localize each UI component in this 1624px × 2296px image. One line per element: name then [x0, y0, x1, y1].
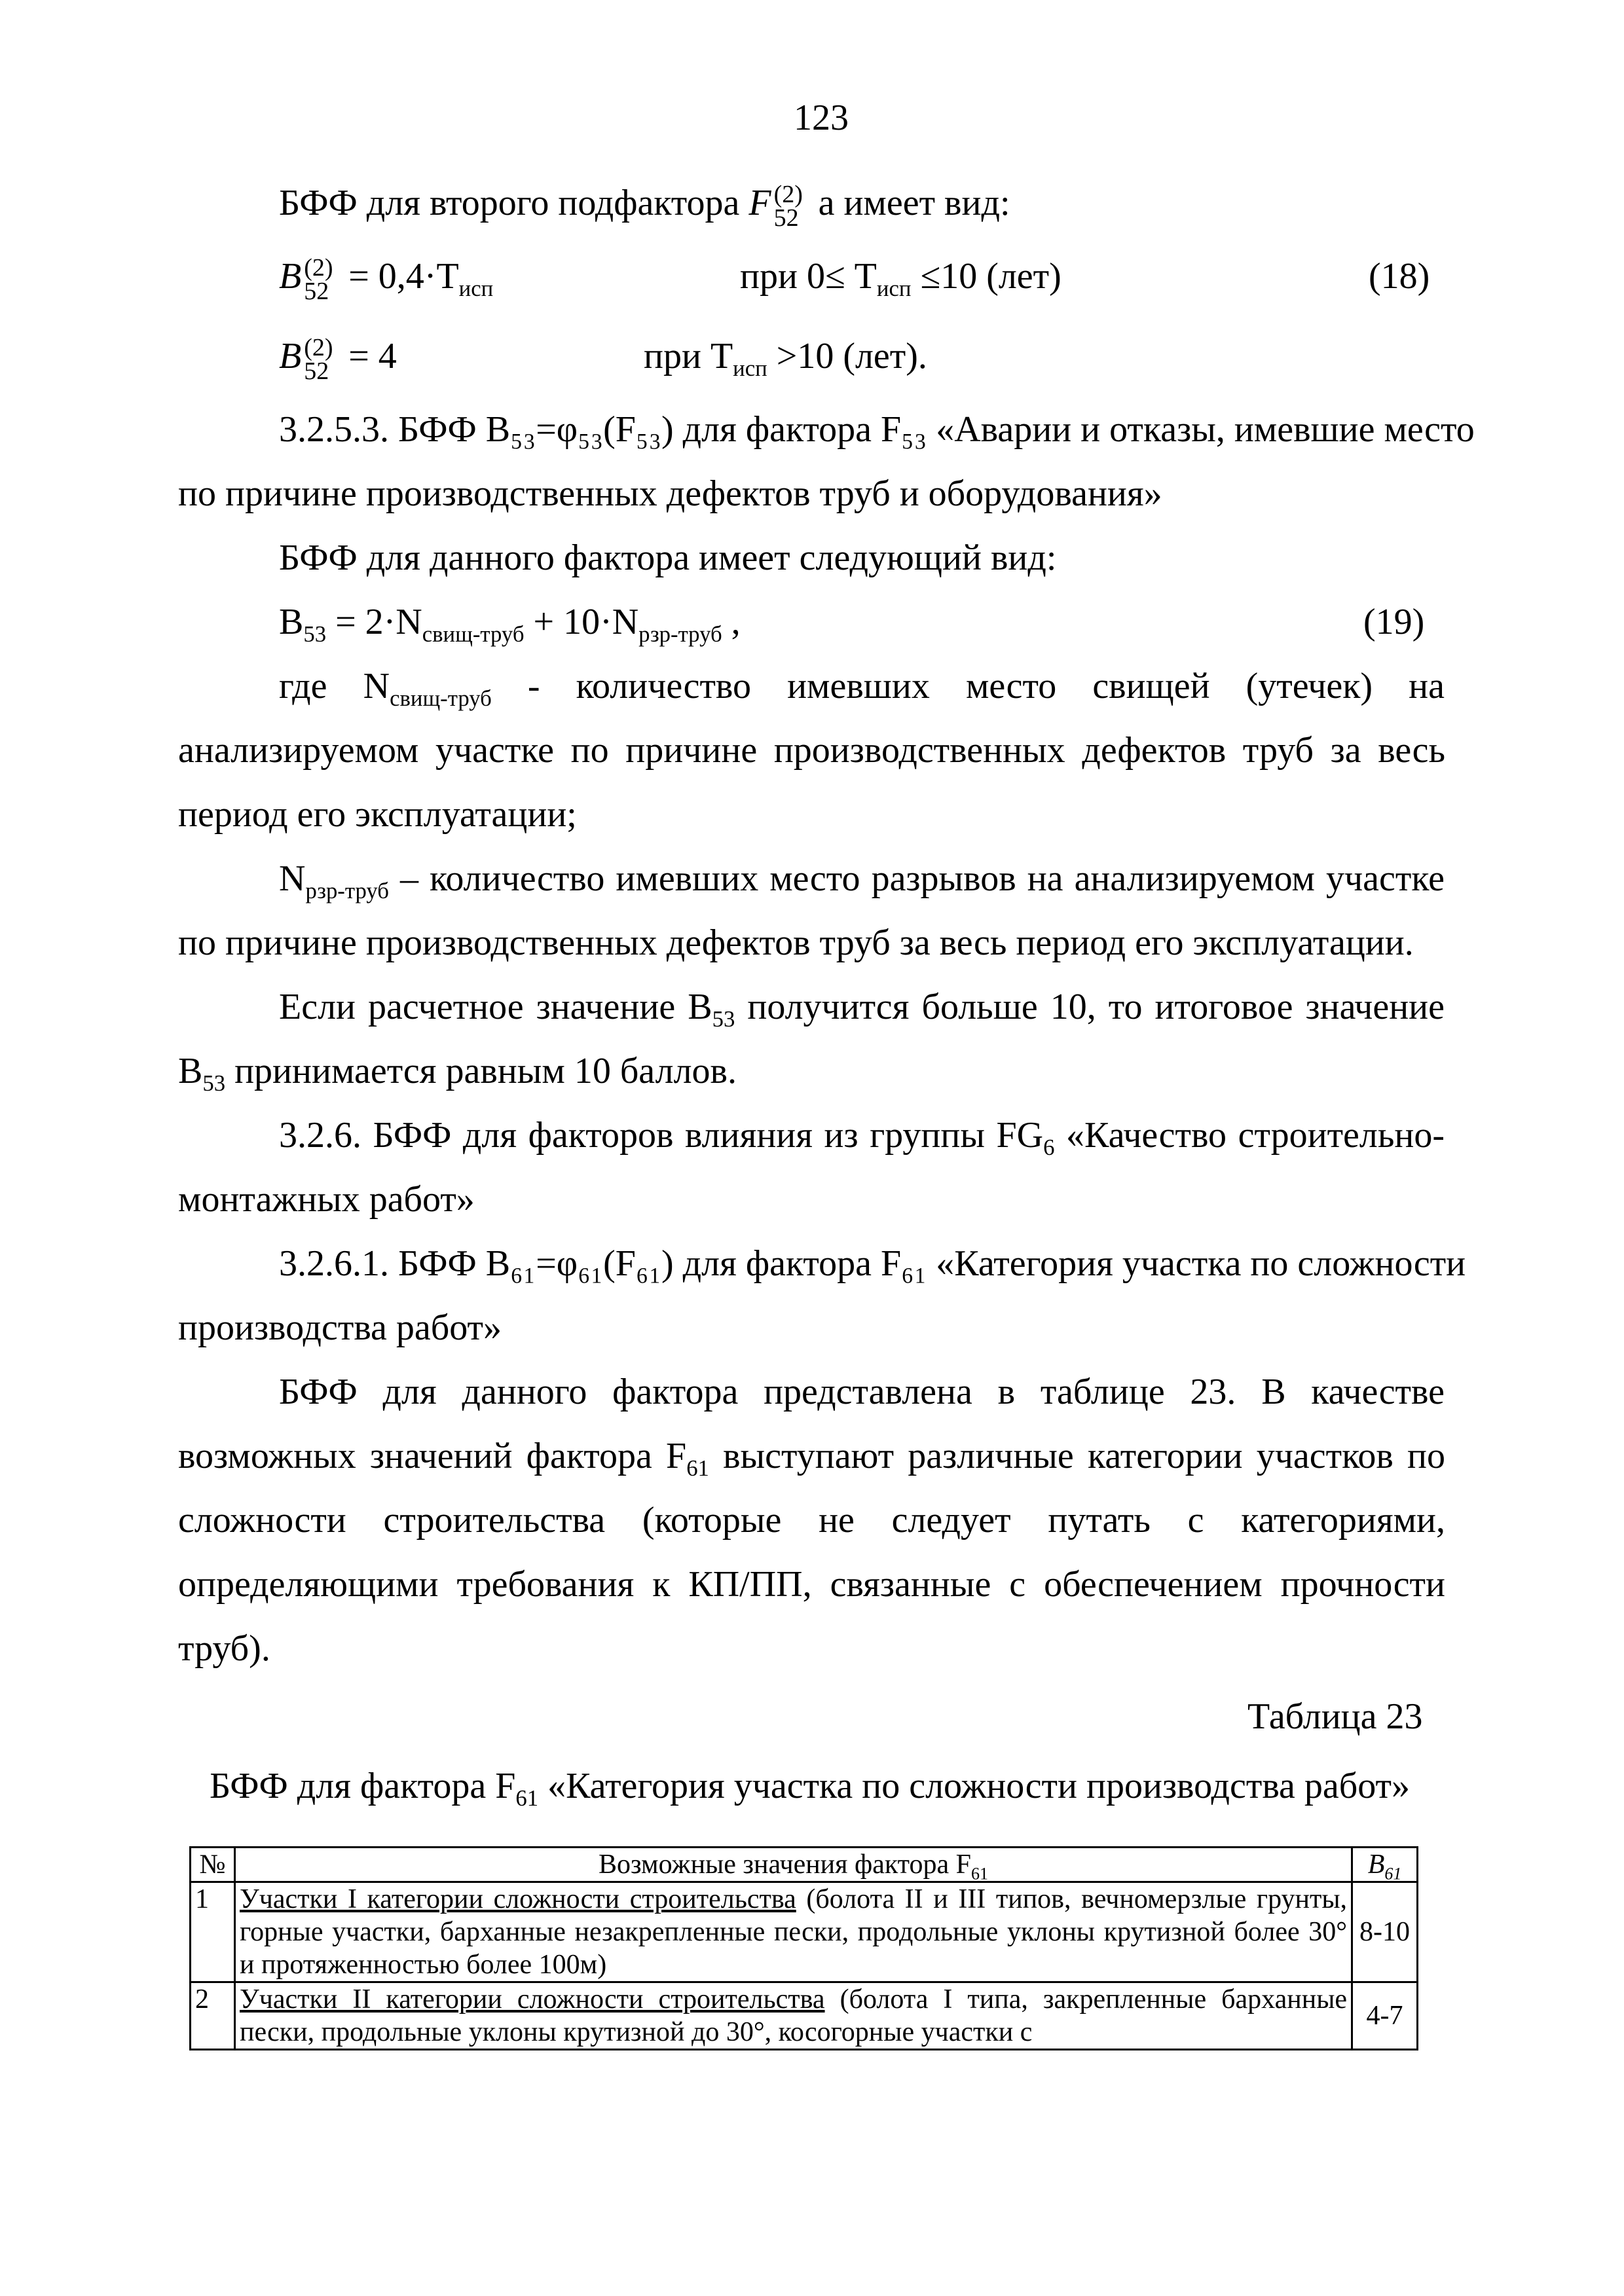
section-3-2-5-3: 3.2.5.3. БФФ B₅₃=φ₅₃(F₅₃) для фактора F₅₃ «Аварии и отказы, имевшие место — [279, 409, 1475, 450]
symbol-n: N — [279, 858, 306, 899]
symbol-b: B — [279, 256, 302, 297]
row-score: 8-10 — [1352, 1882, 1418, 1982]
condition-text: при T — [644, 336, 733, 376]
table-ref-line-2 — [178, 1435, 1446, 1482]
sup: (2) — [773, 181, 803, 209]
page-number: 123 — [794, 98, 849, 138]
row-text: (болота I типа, закрепленные барханные пески, продольные уклоны крутизной до 30°, косогорные участки с — [239, 1984, 1348, 2047]
sub: свищ-труб — [390, 685, 492, 712]
table-ref-text-end: выступают различные категории участков по — [709, 1436, 1446, 1476]
condition-end: >10 (лет). — [767, 336, 927, 376]
sub: 61 — [515, 1785, 539, 1812]
table-row — [191, 1982, 1418, 2050]
table-label: Таблица 23 — [1247, 1696, 1423, 1737]
nrzr-line-1 — [279, 858, 1445, 904]
subfactor-intro-text: БФФ для второго подфактора — [279, 183, 749, 223]
nrzr-line-2: по причине производственных дефектов труб за весь период его эксплуатации. — [178, 922, 1414, 963]
symbol-f: F — [748, 183, 771, 223]
row-value — [234, 1882, 1352, 1982]
formula-18-left — [279, 254, 494, 306]
formula-19-number: (19) — [1363, 602, 1425, 642]
calc-text-end: получится больше 10, то итоговое значение — [735, 987, 1445, 1027]
formula-18b-left — [279, 334, 397, 386]
caption-text: БФФ для фактора F — [210, 1766, 516, 1806]
header-b-text: B — [1367, 1850, 1385, 1880]
where-text: где N — [279, 666, 390, 706]
row-score: 4-7 — [1352, 1982, 1418, 2050]
subfactor-intro-end: а имеет вид: — [809, 183, 1010, 223]
condition-end: ≤10 (лет) — [911, 256, 1061, 297]
formula-18-number: (18) — [1369, 256, 1430, 297]
section-3-2-6-cont: монтажных работ» — [178, 1179, 475, 1220]
section-3-2-6-1-cont: производства работ» — [178, 1307, 502, 1348]
row-value — [234, 1982, 1352, 2050]
subfactor-intro — [279, 181, 1010, 232]
header-no: № — [191, 1848, 235, 1882]
sub: 6 — [1043, 1135, 1055, 1161]
sub: 52 — [773, 204, 799, 232]
formula-19 — [279, 601, 741, 647]
table-ref-line-1: БФФ для данного фактора представлена в таблице 23. В качестве — [279, 1372, 1445, 1412]
formula-expr: = 4 — [339, 336, 397, 376]
formula-part: = 2·N — [326, 602, 422, 642]
row-no: 1 — [191, 1882, 235, 1982]
calc-text: Если расчетное значение B — [279, 987, 712, 1027]
caption-text-end: «Категория участка по сложности производства работ» — [538, 1766, 1410, 1806]
sub: 52 — [304, 357, 329, 386]
row-title: Участки II категории сложности строительства — [239, 1984, 825, 2014]
where-line-2: анализируемом участке по причине производственных дефектов труб за весь — [178, 730, 1445, 771]
table-header-row — [191, 1848, 1418, 1882]
nrzr-desc: – количество имевших место разрывов на анализируемом участке — [388, 858, 1445, 899]
table-row — [191, 1882, 1418, 1982]
where-line-1 — [279, 665, 1445, 712]
sub: исп — [733, 355, 767, 382]
table-caption — [210, 1765, 1410, 1812]
header-values-text: Возможные значения фактора F — [599, 1850, 971, 1880]
sub: исп — [876, 276, 912, 302]
section-3-2-6 — [279, 1114, 1445, 1161]
sup: (2) — [304, 254, 333, 282]
table-ref-line-3: сложности строительства (которые не следует путать с категориями, — [178, 1500, 1445, 1540]
sub: исп — [458, 276, 494, 302]
calc-text-end: принимается равным 10 баллов. — [225, 1051, 737, 1091]
formula-18-condition — [740, 255, 1061, 302]
sub: 53 — [712, 1006, 735, 1032]
sub: свищ-труб — [422, 621, 525, 647]
sub: рзр-труб — [305, 878, 389, 904]
header-values — [234, 1848, 1352, 1882]
formula-expr: = 0,4·T — [339, 256, 459, 297]
sup: (2) — [304, 334, 333, 362]
symbol-b: B — [279, 336, 302, 376]
formula-part: , — [722, 602, 741, 642]
sub: 61 — [686, 1455, 709, 1482]
table-ref-line-5: труб). — [178, 1628, 270, 1669]
section-3-2-6-1: 3.2.6.1. БФФ B₆₁=φ₆₁(F₆₁) для фактора F₆₁ «Категория участка по сложности — [279, 1243, 1466, 1284]
symbol-b: B — [279, 602, 304, 642]
bff-form-intro: БФФ для данного фактора имеет следующий вид: — [279, 538, 1057, 578]
sub: 53 — [303, 621, 327, 647]
section-3-2-5-3-cont: по причине производственных дефектов труб и оборудования» — [178, 473, 1162, 514]
table-ref-line-4: определяющими требования к КП/ПП, связанные с обеспечением прочности — [178, 1564, 1445, 1605]
factor-table — [189, 1846, 1418, 2050]
table-ref-text: возможных значений фактора F — [178, 1436, 687, 1476]
section-text: 3.2.6. БФФ для факторов влияния из группы FG — [279, 1115, 1044, 1156]
row-no: 2 — [191, 1982, 235, 2050]
sub: 53 — [202, 1070, 226, 1097]
where-desc: - количество имевших место свищей (утечек) на — [491, 666, 1445, 706]
sub: рзр-труб — [638, 621, 722, 647]
header-b61 — [1352, 1848, 1418, 1882]
formula-18b-condition — [644, 335, 927, 382]
condition-text: при 0≤ T — [740, 256, 877, 297]
sub: 61 — [1384, 1864, 1402, 1884]
section-text-end: «Качество строительно- — [1054, 1115, 1445, 1156]
sub: 52 — [304, 278, 329, 306]
calc-line-1 — [279, 986, 1445, 1032]
row-title: Участки I категории сложности строительства — [239, 1884, 796, 1914]
calc-line-2 — [178, 1050, 737, 1097]
symbol-b: B — [178, 1051, 203, 1091]
row-text: (болота II и III типов, вечномерзлые грунты, горные участки, барханные незакрепленные пески, продольные уклоны крутизной более 30° и протяженностью более 100м) — [239, 1884, 1348, 1980]
where-line-3: период его эксплуатации; — [178, 794, 577, 835]
formula-part: + 10·N — [524, 602, 639, 642]
sub: 61 — [970, 1864, 989, 1884]
